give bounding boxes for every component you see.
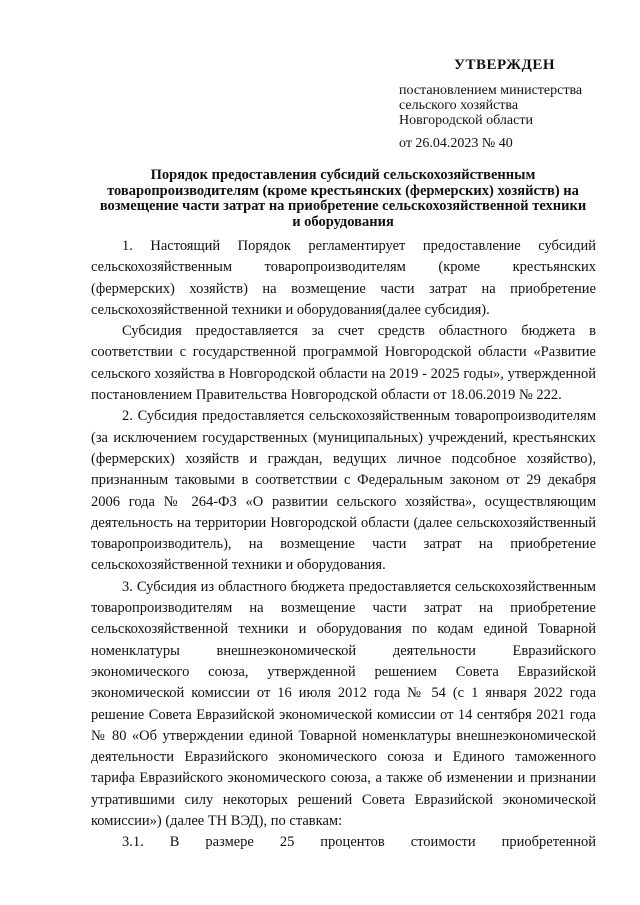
approval-date: от 26.04.2023 № 40 [399,136,513,151]
approval-line-2: сельского хозяйства [399,98,519,113]
title-line-1: Порядок предоставления субсидий сельскохозяйственным [150,167,536,183]
approval-line-1: постановлением министерства [399,83,583,98]
title-line-2: товаропроизводителям (кроме крестьянских (фермерских) хозяйств) на [107,182,579,199]
paragraph-4: 3. Субсидия из областного бюджета предоставляется сельскохозяйственным товаропроизводителям на возмещение части затрат на приобретение сельскохозяйственной техники и оборудования по кодам единой Товарной номенклатуры внешнеэкономической деятельности Евразийского экономического союза, утвержденной решением Совета Евразийской экономической комиссии от 16 июля 2012 года № 54 (с 1 января 2022 года решение Совета Евразийской экономической комиссии от 14 сентября 2021 года № 80 «Об утверждении единой Товарной номенклатуры внешнеэкономической деятельности Евразийского экономического союза и Единого таможенного тарифа Евразийского экономического союза, а также об изменении и признании утратившими силу некоторых решений Совета Евразийской экономической комиссии») (далее ТН ВЭД), по ставкам: [91,578,596,830]
title-line-4: и оборудования [292,213,394,230]
approval-stamp [399,58,619,151]
title-line-3: возмещение части затрат на приобретение сельскохозяйственной техники [99,198,587,214]
paragraph-3: 2. Субсидия предоставляется сельскохозяйственным товаропроизводителям (за исключением государственных (муниципальных) учреждений, крестьянских (фермерских) хозяйств и граждан, ведущих личное подсобное хозяйство), признанным таковыми в соответствии с Федеральным законом от 29 декабря 2006 года № 264-ФЗ «О развитии сельского хозяйства», осуществляющим деятельность на территории Новгородской области (далее сельскохозяйственный товаропроизводитель), на возмещение части затрат на приобретение сельскохозяйственной техники и оборудования. [91,408,596,574]
document-title [88,168,598,230]
document-body [91,236,596,854]
approval-heading: УТВЕРЖДЕН [454,57,555,73]
paragraph-1: 1. Настоящий Порядок регламентирует предоставление субсидий сельскохозяйственным товаропроизводителям (кроме крестьянских (фермерских) хозяйств) на возмещение части затрат на приобретение сельскохозяйственной техники и оборудования(далее субсидия). [91,238,596,318]
approval-line-3: Новгородской области [399,113,533,128]
paragraph-5: 3.1. В размере 25 процентов стоимости приобретенной [122,834,596,851]
paragraph-2: Субсидия предоставляется за счет средств областного бюджета в соответствии с государственной программой Новгородской области «Развитие сельского хозяйства в Новгородской области на 2019 - 2025 годы», утвержденной постановлением Правительства Новгородской области от 18.06.2019 № 222. [91,323,596,404]
